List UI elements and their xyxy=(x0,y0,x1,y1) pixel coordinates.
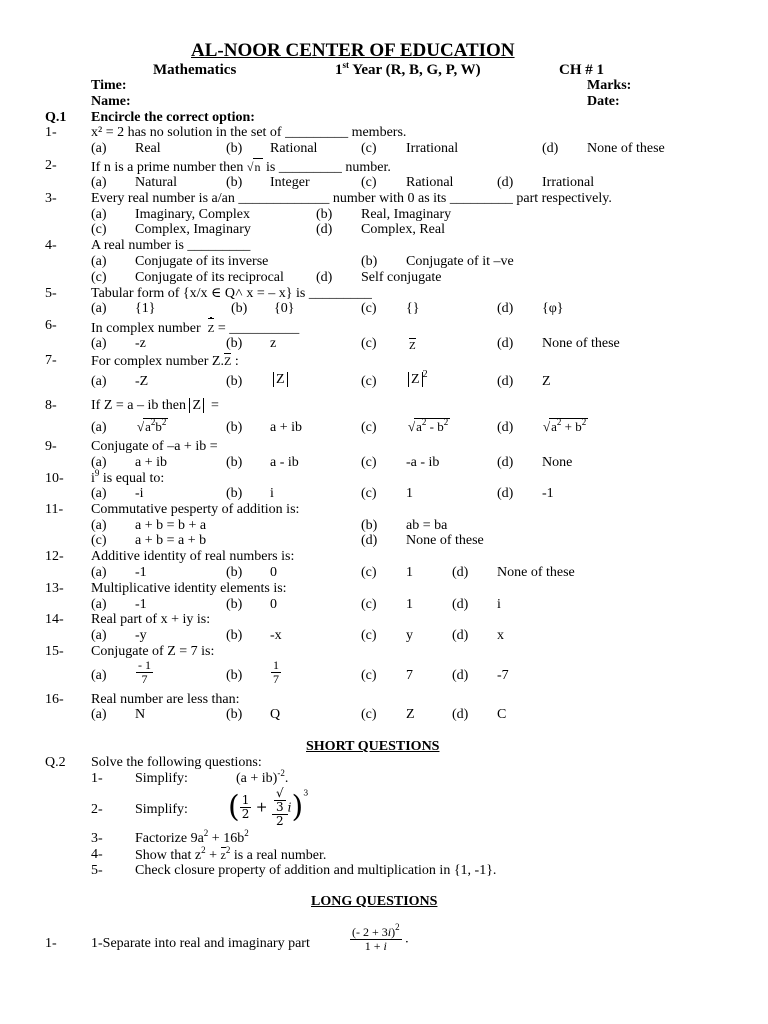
opt-b: (b) xyxy=(226,707,243,722)
opt-b: (b) xyxy=(226,141,243,156)
opt-a-text: -i xyxy=(135,486,144,501)
mcq-number: 10- xyxy=(45,471,64,486)
opt-b: (b) xyxy=(361,518,378,533)
opt-d-text: None of these xyxy=(406,533,484,548)
opt-a-text: Natural xyxy=(135,175,177,190)
opt-c: (c) xyxy=(361,668,377,683)
sqrt-a2b2: $√a^2b^2$ xyxy=(137,417,167,434)
opt-d-text: Z xyxy=(542,374,551,389)
short-item-number: 2- xyxy=(91,802,103,817)
marks-label: Marks: xyxy=(587,78,632,93)
opt-c-text: Conjugate of its reciprocal xyxy=(135,270,284,285)
mcq-question: Real part of x + iy is: xyxy=(91,612,211,627)
opt-a-text: -y xyxy=(135,628,147,643)
opt-b-text: Conjugate of it –ve xyxy=(406,254,514,269)
q1-number: Q.1 xyxy=(45,110,67,125)
mcq-number: 8- xyxy=(45,398,57,413)
opt-a: (a) xyxy=(91,336,107,351)
mcq-number: 16- xyxy=(45,692,64,707)
mcq-number: 2- xyxy=(45,158,57,173)
q-text2: = __________ xyxy=(217,321,300,336)
opt-b: (b) xyxy=(226,420,243,435)
opt-b-text: Integer xyxy=(270,175,310,190)
opt-d: (d) xyxy=(316,222,333,237)
opt-d-text: -1 xyxy=(542,486,554,501)
opt-a-text: -Z xyxy=(135,374,149,389)
opt-d-text: C xyxy=(497,707,507,722)
mcq-question: Conjugate of –a + ib = xyxy=(91,439,218,454)
opt-b: (b) xyxy=(316,207,333,222)
mcq-number: 13- xyxy=(45,581,64,596)
school-title: AL-NOOR CENTER OF EDUCATION xyxy=(191,40,515,61)
opt-a-text: -1 xyxy=(135,565,147,580)
long-item-number: 1- xyxy=(45,936,57,951)
opt-a: (a) xyxy=(91,301,107,316)
opt-d: (d) xyxy=(542,141,559,156)
sqrt-a2-minus-b2: $√a^2 - b^2$ xyxy=(408,417,449,434)
opt-d: (d) xyxy=(316,270,333,285)
opt-c: (c) xyxy=(91,270,107,285)
mcq-question: If Z = a – ib then Z = xyxy=(91,398,219,413)
opt-a-text: -1 xyxy=(135,597,147,612)
long-fraction: $\frac{(- 2 + 3i)^2}{1 + i}$ . xyxy=(352,922,409,953)
opt-c: (c) xyxy=(91,222,107,237)
mcq-number: 6- xyxy=(45,318,57,333)
opt-b: (b) xyxy=(226,175,243,190)
opt-b-text: a + ib xyxy=(270,420,302,435)
mcq-question: $i^9$ is equal to: xyxy=(91,468,165,486)
opt-b: (b) xyxy=(226,597,243,612)
mcq-question: Multiplicative identity elements is: xyxy=(91,581,287,596)
short-item-number: 1- xyxy=(91,771,103,786)
opt-c-text: 1 xyxy=(406,486,413,501)
opt-d: (d) xyxy=(497,420,514,435)
time-label: Time: xyxy=(91,78,127,93)
opt-c-text: y xyxy=(406,628,413,643)
opt-c: (c) xyxy=(361,486,377,501)
opt-d: (d) xyxy=(497,336,514,351)
short-item-text: Show that $z^2 + z^2$ is a real number. xyxy=(135,845,327,863)
q-text: In complex number xyxy=(91,321,201,336)
abs-z: Z xyxy=(273,372,288,388)
opt-c: (c) xyxy=(361,455,377,470)
opt-d: (d) xyxy=(497,455,514,470)
year: 1st Year (R, B, G, P, W) xyxy=(335,60,481,78)
fraction-1-over-7: $\frac{1}{7}$ xyxy=(273,658,279,686)
opt-d-text: Irrational xyxy=(542,175,595,190)
opt-d-text: -7 xyxy=(497,668,509,683)
opt-b-text: 0 xyxy=(270,597,277,612)
opt-c-text: 1 xyxy=(406,565,413,580)
opt-b-text: z xyxy=(270,336,277,351)
long-item-text: 1-Separate into real and imaginary part xyxy=(91,936,310,951)
abs-z-squared: Z $^2$ xyxy=(408,372,428,388)
sqrt-n: √n xyxy=(246,160,261,174)
mcq-question: Additive identity of real numbers is: xyxy=(91,549,295,564)
opt-b: (b) xyxy=(226,374,243,389)
opt-c-text: Z xyxy=(406,707,415,722)
opt-b: (b) xyxy=(226,628,243,643)
opt-c: (c) xyxy=(361,565,377,580)
opt-a: (a) xyxy=(91,668,107,683)
opt-b: (b) xyxy=(226,565,243,580)
opt-c: (c) xyxy=(361,707,377,722)
opt-c-text: {} xyxy=(406,301,420,316)
short-item-number: 5- xyxy=(91,863,103,878)
opt-c-text: Irrational xyxy=(406,141,459,156)
opt-d-text: None xyxy=(542,455,573,470)
opt-d: (d) xyxy=(452,707,469,722)
opt-b-text: Rational xyxy=(270,141,318,156)
opt-a-text: {1} xyxy=(135,301,156,316)
opt-c: (c) xyxy=(361,420,377,435)
short-item-expr: (a + ib)$^{-2}$. xyxy=(236,768,289,786)
mcq-question: x² = 2 has no solution in the set of _________ members. xyxy=(91,125,407,140)
opt-a: (a) xyxy=(91,597,107,612)
mcq-number: 12- xyxy=(45,549,64,564)
opt-d-text: None of these xyxy=(497,565,575,580)
opt-b: (b) xyxy=(226,455,243,470)
mcq-number: 15- xyxy=(45,644,64,659)
opt-d: (d) xyxy=(452,565,469,580)
mcq-number: 11- xyxy=(45,502,64,517)
opt-a-text: -z xyxy=(135,336,146,351)
opt-b: (b) xyxy=(226,668,243,683)
opt-c-text: Complex, Imaginary xyxy=(135,222,251,237)
mcq-number: 5- xyxy=(45,286,57,301)
opt-d: (d) xyxy=(497,301,514,316)
mcq-question: Real number are less than: xyxy=(91,692,240,707)
opt-c: (c) xyxy=(361,301,377,316)
opt-a: (a) xyxy=(91,455,107,470)
opt-a-text: Imaginary, Complex xyxy=(135,207,250,222)
opt-b: (b) xyxy=(226,336,243,351)
opt-b: (b) xyxy=(226,486,243,501)
mcq-number: 9- xyxy=(45,439,57,454)
mcq-question: Tabular form of {x/x ∈ Q˄ x = – x} is _________ xyxy=(91,286,372,301)
q-text: If n is a prime number then xyxy=(91,160,244,175)
mcq-number: 14- xyxy=(45,612,64,627)
date-label: Date: xyxy=(587,94,620,109)
opt-b: (b) xyxy=(231,301,248,316)
short-item-number: 4- xyxy=(91,847,103,862)
opt-a-text: Real xyxy=(135,141,161,156)
short-questions-heading: SHORT QUESTIONS xyxy=(306,739,440,754)
opt-c-text: 7 xyxy=(406,668,413,683)
opt-b: (b) xyxy=(361,254,378,269)
opt-a: (a) xyxy=(91,254,107,269)
opt-c-text: a + b = a + b xyxy=(135,533,207,548)
short-item-number: 3- xyxy=(91,831,103,846)
mcq-question: Conjugate of Z = 7 is: xyxy=(91,644,215,659)
chapter: CH # 1 xyxy=(559,62,604,78)
mcq-number: 4- xyxy=(45,238,57,253)
opt-d: (d) xyxy=(452,597,469,612)
opt-a-text: Conjugate of its inverse xyxy=(135,254,269,269)
opt-d: (d) xyxy=(452,628,469,643)
opt-a: (a) xyxy=(91,207,107,222)
opt-a-text: a + ib xyxy=(135,455,167,470)
opt-d: (d) xyxy=(452,668,469,683)
z-bar: Z xyxy=(409,340,416,352)
opt-c: (c) xyxy=(361,597,377,612)
mcq-question: For complex number Z.Z : xyxy=(91,354,239,369)
opt-b-text: {0} xyxy=(274,301,295,316)
mcq-number: 1- xyxy=(45,125,57,140)
opt-c: (c) xyxy=(361,374,377,389)
fraction-minus-1-over-7: $\frac{- 1}{7}$ xyxy=(138,658,151,686)
q-text: is equal to: xyxy=(102,471,165,486)
q-text: For complex number Z. xyxy=(91,354,224,369)
short-item-text: Simplify: xyxy=(135,771,188,786)
opt-a: (a) xyxy=(91,518,107,533)
mcq-question: Commutative pesperty of addition is: xyxy=(91,502,300,517)
sqrt-a2-plus-b2: $√a^2 + b^2$ xyxy=(543,417,587,434)
opt-a-text: a + b = b + a xyxy=(135,518,207,533)
short-item-text: Simplify: xyxy=(135,802,188,817)
z-double-bar: Z xyxy=(208,318,215,337)
opt-c: (c) xyxy=(361,175,377,190)
simplify-expression: ( $\frac{1}{2}$ + √ 3 2 i)$^3$ xyxy=(228,786,309,828)
opt-d-text: None of these xyxy=(542,336,620,351)
opt-d-text: x xyxy=(497,628,504,643)
opt-a: (a) xyxy=(91,565,107,580)
mcq-question xyxy=(91,158,391,176)
subject: Mathematics xyxy=(153,62,237,78)
q2-number: Q.2 xyxy=(45,755,66,770)
opt-c-text: 1 xyxy=(406,597,413,612)
name-label: Name: xyxy=(91,94,131,109)
opt-d: (d) xyxy=(497,486,514,501)
opt-a: (a) xyxy=(91,374,107,389)
q-text: If Z = a – ib then xyxy=(91,398,186,413)
opt-b-text: ab = ba xyxy=(406,518,448,533)
opt-c: (c) xyxy=(361,628,377,643)
opt-a: (a) xyxy=(91,175,107,190)
opt-d-text: i xyxy=(497,597,501,612)
opt-a: (a) xyxy=(91,707,107,722)
opt-d: (d) xyxy=(497,175,514,190)
short-item-text: Factorize $9a^2 + 16b^2$ xyxy=(135,828,249,846)
opt-d-text: Self conjugate xyxy=(361,270,442,285)
opt-b-text: 0 xyxy=(270,565,277,580)
opt-d-text: {φ} xyxy=(542,301,564,316)
opt-c: (c) xyxy=(361,336,377,351)
q-text2: is _________ number. xyxy=(266,160,391,175)
q1-title: Encircle the correct option: xyxy=(91,110,255,125)
opt-c: (c) xyxy=(361,141,377,156)
opt-a: (a) xyxy=(91,141,107,156)
mcq-number: 7- xyxy=(45,353,57,368)
opt-b-text: Real, Imaginary xyxy=(361,207,452,222)
short-item-text: Check closure property of addition and multiplication in {1, -1}. xyxy=(135,863,497,878)
opt-b-text: -x xyxy=(270,628,282,643)
opt-a: (a) xyxy=(91,628,107,643)
opt-d: (d) xyxy=(361,533,378,548)
opt-d-text: None of these xyxy=(587,141,665,156)
opt-b-text: i xyxy=(270,486,274,501)
opt-a: (a) xyxy=(91,486,107,501)
opt-a: (a) xyxy=(91,420,107,435)
q2-intro: Solve the following questions: xyxy=(91,755,262,770)
mcq-number: 3- xyxy=(45,191,57,206)
long-questions-heading: LONG QUESTIONS xyxy=(311,894,438,909)
opt-c-text: Rational xyxy=(406,175,454,190)
mcq-question: Every real number is a/an _____________ number with 0 as its _________ part respectively. xyxy=(91,191,612,206)
mcq-question xyxy=(91,318,299,337)
opt-c-text: -a - ib xyxy=(406,455,440,470)
opt-a-text: N xyxy=(135,707,146,722)
opt-b-text: a - ib xyxy=(270,455,299,470)
opt-b-text: Q xyxy=(270,707,281,722)
mcq-question: A real number is _________ xyxy=(91,238,251,253)
opt-d-text: Complex, Real xyxy=(361,222,445,237)
opt-c: (c) xyxy=(91,533,107,548)
opt-d: (d) xyxy=(497,374,514,389)
